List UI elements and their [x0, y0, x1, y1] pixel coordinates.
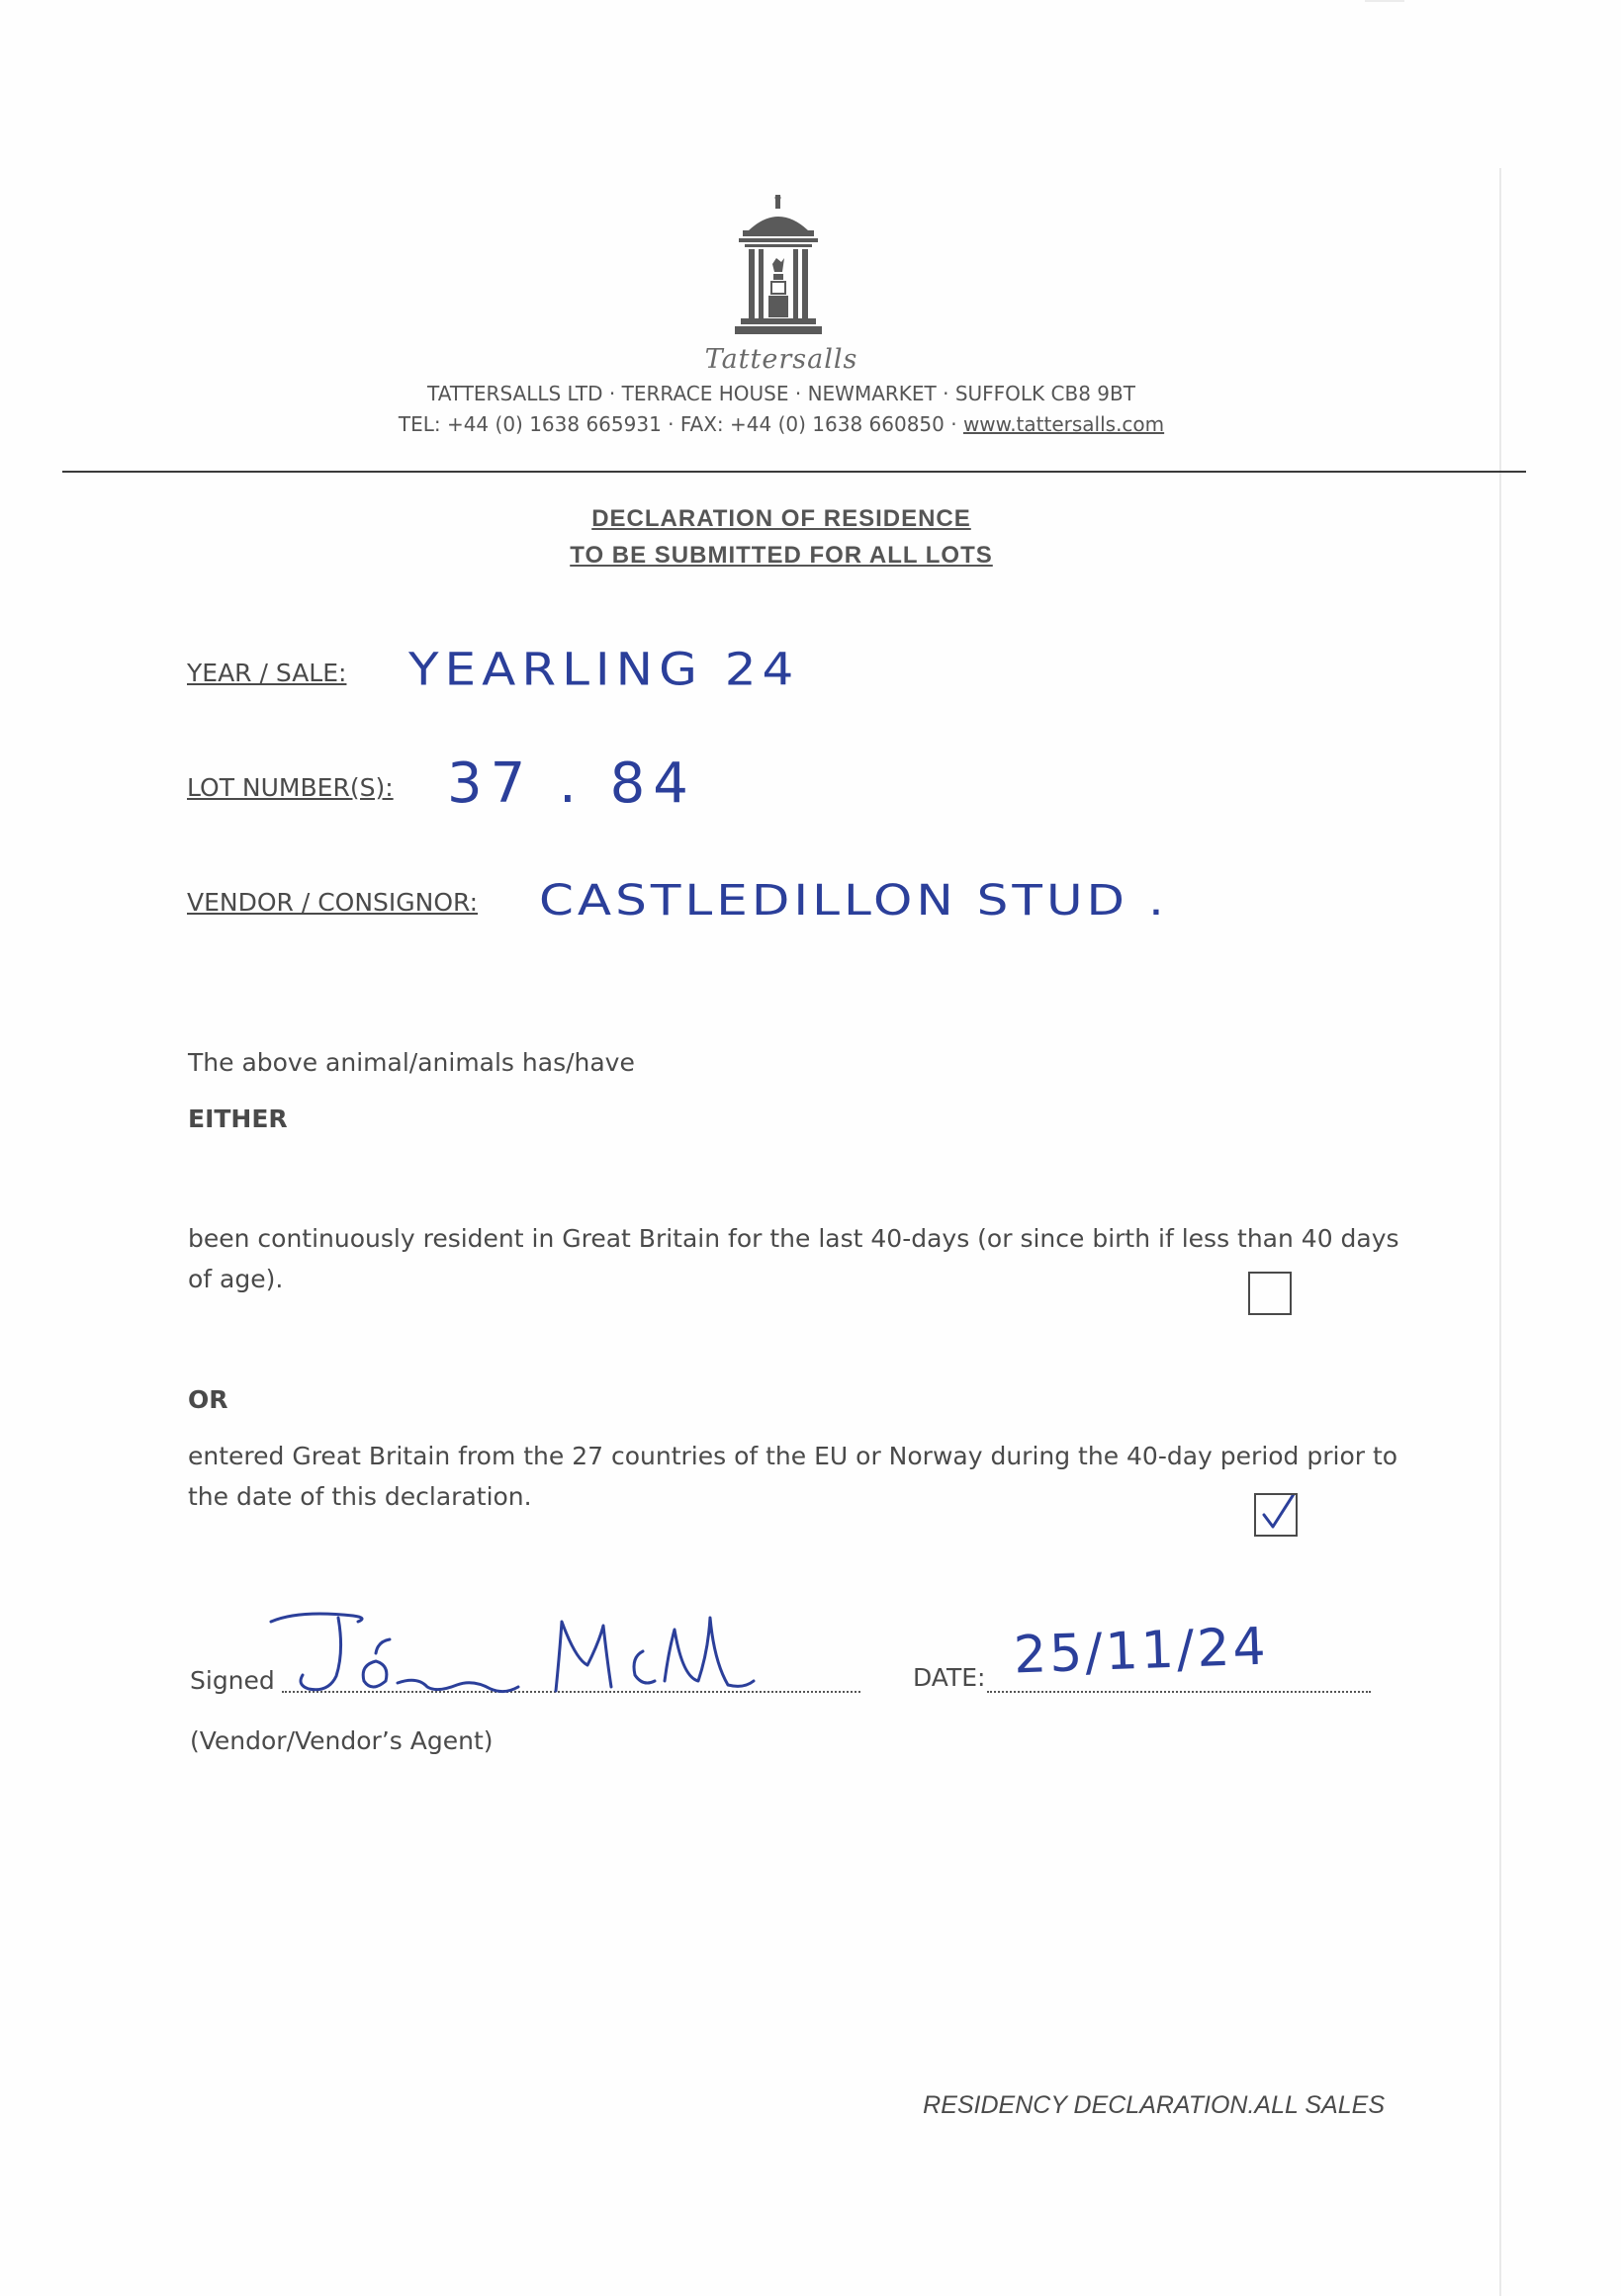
date-value[interactable]: 25/11/24: [1013, 1617, 1270, 1686]
document-title: DECLARATION OF RESIDENCE: [591, 505, 971, 532]
signer-role-label: (Vendor/Vendor’s Agent): [190, 1726, 494, 1755]
header-divider: [62, 471, 1526, 473]
year-sale-value[interactable]: YEARLING 24: [408, 643, 800, 696]
intro-text: The above animal/animals has/have: [188, 1048, 635, 1077]
tattersalls-logo-icon: [719, 193, 838, 341]
signature-image[interactable]: [259, 1582, 813, 1711]
option-2-text: entered Great Britain from the 27 countries of the EU or Norway during the 40-day period prior to the date of this declaration.: [188, 1442, 1398, 1511]
either-heading: EITHER: [188, 1104, 288, 1133]
contact-numbers: TEL: +44 (0) 1638 665931 · FAX: +44 (0) 1638 660850 ·: [398, 412, 963, 436]
date-line: [987, 1691, 1371, 1693]
vendor-value[interactable]: CASTLEDILLON STUD .: [539, 876, 1168, 926]
option-1-checkbox[interactable]: [1248, 1272, 1292, 1315]
option-2-checkbox[interactable]: [1254, 1493, 1298, 1537]
company-address: TATTERSALLS LTD · TERRACE HOUSE · NEWMARKET · SUFFOLK CB8 9BT: [427, 382, 1135, 405]
or-heading: OR: [188, 1385, 228, 1414]
vendor-label: VENDOR / CONSIGNOR:: [187, 888, 479, 917]
checkmark-icon: [1256, 1495, 1296, 1535]
website-link[interactable]: www.tattersalls.com: [962, 412, 1165, 436]
option-1-text: been continuously resident in Great Britain for the last 40-days (or since birth if less than 40 days of age).: [188, 1224, 1399, 1293]
year-sale-label: YEAR / SALE:: [187, 659, 347, 687]
scan-edge: [1499, 168, 1501, 2296]
document-subtitle: TO BE SUBMITTED FOR ALL LOTS: [570, 542, 993, 569]
brand-name: Tattersalls: [704, 344, 858, 375]
company-contact: [0, 412, 1563, 436]
scan-mark: [1365, 0, 1404, 2]
date-label: DATE:: [913, 1663, 986, 1692]
lot-numbers-label: LOT NUMBER(S):: [187, 773, 394, 802]
form-reference: RESIDENCY DECLARATION.ALL SALES: [923, 2091, 1385, 2119]
signed-label: Signed: [190, 1666, 275, 1695]
lot-numbers-value[interactable]: 37 . 84: [447, 751, 696, 816]
